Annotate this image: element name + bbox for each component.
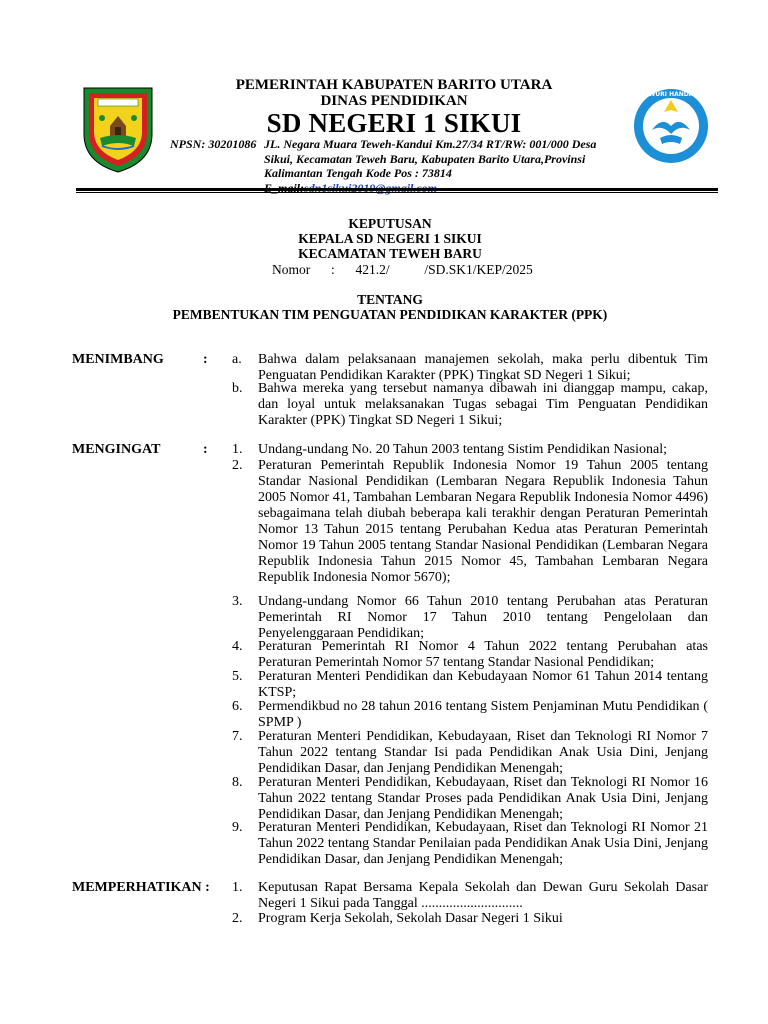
mengingat-item: Peraturan Menteri Pendidikan, Kebudayaan, Riset dan Teknologi RI Nomor 16 Tahun 2022 tentang Standar Proses pada Pendidikan Anak Usia Dini, Jenjang Pendidikan Dasar, dan Jenjang Pendidikan Menengah; [258, 775, 708, 822]
nomor-label: Nomor [272, 262, 311, 277]
memperhatikan-marker: 1. [232, 880, 243, 895]
mengingat-marker: 3. [232, 594, 243, 609]
memperhatikan-label: MEMPERHATIKAN : [72, 880, 210, 895]
mengingat-label: MENGINGAT [72, 442, 161, 457]
mengingat-item: Permendikbud no 28 tahun 2016 tentang Sistem Penjaminan Mutu Pendidikan ( SPMP ) [258, 699, 708, 730]
menimbang-marker: a. [232, 352, 242, 367]
nomor-suffix: /SD.SK1/KEP/2025 [424, 262, 533, 277]
mengingat-marker: 1. [232, 442, 243, 457]
decree-subject: PEMBENTUKAN TIM PENGUATAN PENDIDIKAN KARAKTER (PPK) [172, 307, 608, 322]
mengingat-marker: 2. [232, 458, 243, 473]
letterhead-rule-thin [76, 192, 718, 193]
government-name: PEMERINTAH KABUPATEN BARITO UTARA [235, 77, 553, 93]
mengingat-item: Undang-undang No. 20 Tahun 2003 tentang Sistim Pendidikan Nasional; [258, 442, 667, 457]
mengingat-colon: : [203, 442, 208, 457]
mengingat-item: Peraturan Menteri Pendidikan dan Kebudayaan Nomor 61 Tahun 2014 tentang KTSP; [258, 669, 708, 700]
decree-title: KEPUTUSAN [348, 216, 432, 231]
nomor-value: 421.2/ [355, 262, 390, 277]
npsn-number: NPSN: 30201086 [170, 137, 257, 151]
menimbang-item: Bahwa dalam pelaksanaan manajemen sekolah, maka perlu dibentuk Tim Penguatan Pendidikan Karakter (PPK) Tingkat SD Negeri 1 Sikui; [258, 352, 708, 383]
mengingat-item: Peraturan Menteri Pendidikan, Kebudayaan, Riset dan Teknologi RI Nomor 7 Tahun 2022 tentang Standar Isi pada Pendidikan Anak Usia Dini, Jenjang Pendidikan Dasar, dan Jenjang Pendidikan Menengah; [258, 729, 708, 776]
mengingat-marker: 4. [232, 639, 243, 654]
school-name: SD NEGERI 1 SIKUI [266, 108, 522, 138]
nomor-colon: : [331, 262, 335, 277]
letterhead-rule-thick [76, 188, 718, 191]
memperhatikan-marker: 2. [232, 911, 243, 926]
menimbang-item: Bahwa mereka yang tersebut namanya dibawah ini dianggap mampu, cakap, dan loyal untuk melaksanakan Tugas sebagai Tim Penguatan Pendidikan Karakter (PPK) Tingkat SD Negeri 1 Sikui; [258, 381, 708, 428]
mengingat-item: Peraturan Pemerintah RI Nomor 4 Tahun 2022 tentang Perubahan atas Peraturan Pemerintah Nomor 57 tentang Standar Nasional Pendidikan; [258, 639, 708, 670]
memperhatikan-item: Keputusan Rapat Bersama Kepala Sekolah dan Dewan Guru Sekolah Dasar Negeri 1 Sikui pada Tanggal ............................. [258, 880, 708, 911]
address-line-2: Sikui, Kecamatan Teweh Baru, Kabupaten Barito Utara,Provinsi [264, 151, 586, 166]
tentang-heading: TENTANG [357, 292, 423, 307]
decree-district: KECAMATAN TEWEH BARU [298, 246, 482, 261]
mengingat-item: Undang-undang Nomor 66 Tahun 2010 tentang Perubahan atas Peraturan Pemerintah RI Nomor 17 Tahun 2010 tentang Pengelolaan dan Penyelenggaraan Pendidikan; [258, 594, 708, 641]
menimbang-label: MENIMBANG [72, 352, 164, 367]
mengingat-item: Peraturan Pemerintah Republik Indonesia Nomor 19 Tahun 2005 tentang Standar Nasional Pendidikan (Lembaran Negara Republik Indonesia Tahun 2005 Nomor 41, Tambahan Lembaran Negara Republik Indonesia Nomor 4496) sebagaimana telah diubah beberapa kali terakhir dengan Peraturan Pemerintah Nomor 13 Tahun 2015 tentang Perubahan Kedua atas Peraturan Pemerintah Nomor 19 Tahun 2005 tentang Standar Nasional Pendidikan (Lembaran Negara Republik Indonesia Tahun 2015 Nomor 45, Tambahan Lembaran Negara Republik Indonesia Nomor 5670); [258, 458, 708, 585]
decree-issuer: KEPALA SD NEGERI 1 SIKUI [298, 231, 482, 246]
address-line-3: Kalimantan Tengah Kode Pos : 73814 [264, 166, 452, 180]
letterhead [0, 0, 768, 195]
decree-number [272, 262, 533, 278]
right-logo-text: TUT WURI HANDAYANI [633, 91, 709, 98]
menimbang-marker: b. [232, 381, 243, 396]
school-address [264, 137, 624, 195]
mengingat-marker: 6. [232, 699, 243, 714]
mengingat-marker: 7. [232, 729, 243, 744]
address-line-1: JL. Negara Muara Teweh-Kandui Km.27/34 RT/RW: 001/000 Desa [264, 137, 597, 151]
mengingat-marker: 5. [232, 669, 243, 684]
mengingat-marker: 9. [232, 820, 243, 835]
tut-wuri-handayani-icon [626, 86, 716, 166]
memperhatikan-item: Program Kerja Sekolah, Sekolah Dasar Negeri 1 Sikui [258, 911, 563, 926]
menimbang-colon: : [203, 352, 208, 367]
department-name: DINAS PENDIDIKAN [320, 93, 468, 109]
mengingat-marker: 8. [232, 775, 243, 790]
mengingat-item: Peraturan Menteri Pendidikan, Kebudayaan, Riset dan Teknologi RI Nomor 21 Tahun 2022 tentang Standar Penilaian pada Pendidikan Anak Usia Dini, Jenjang Pendidikan Dasar, dan Jenjang Pendidikan Menengah; [258, 820, 708, 867]
